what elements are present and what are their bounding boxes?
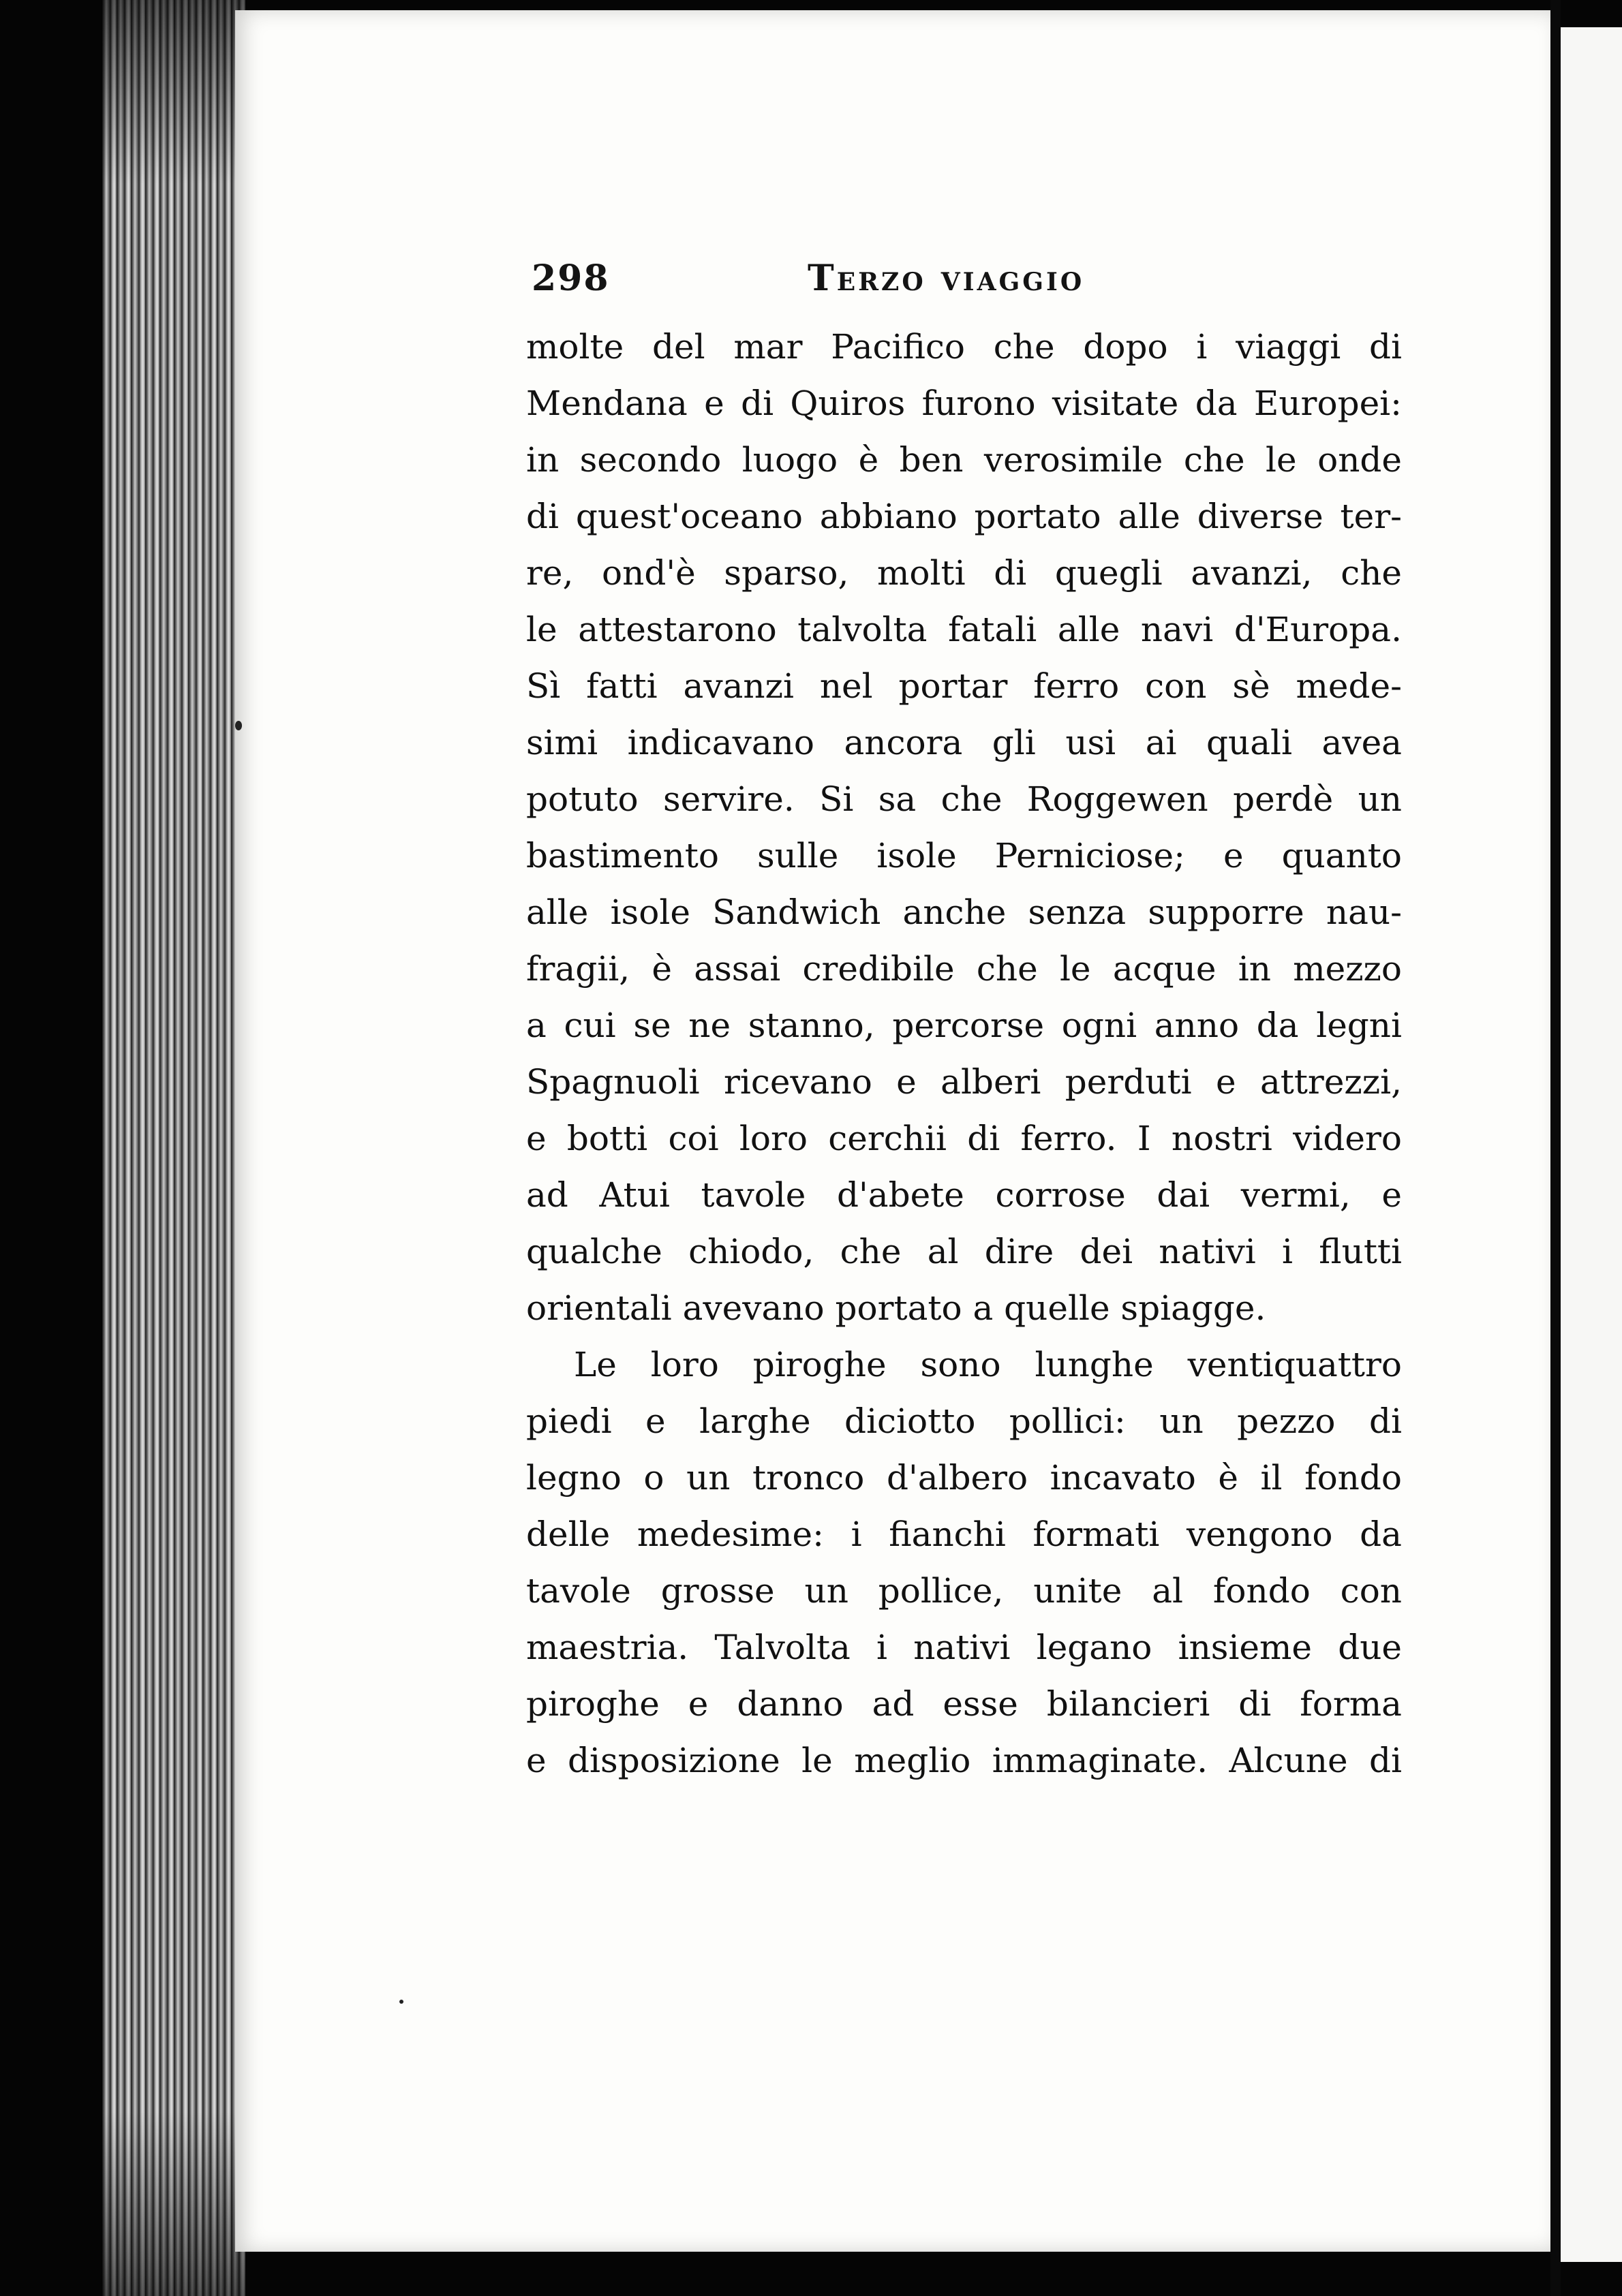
text-line: Mendana e di Quiros furono visitate da Europei: [526, 384, 1402, 423]
text-line: delle medesime: i fianchi formati vengono da [526, 1515, 1402, 1554]
text-line: in secondo luogo è ben verosimile che le onde [526, 440, 1402, 480]
running-title: Terzo viaggio [808, 258, 1085, 299]
running-header [532, 258, 1397, 305]
text-line: bastimento sulle isole Perniciose; e quanto [526, 836, 1402, 875]
text-line: molte del mar Pacifico che dopo i viaggi di [526, 327, 1402, 367]
text-line: simi indicavano ancora gli usi ai quali avea [526, 723, 1402, 762]
text-line: Sì fatti avanzi nel portar ferro con sè mede- [526, 666, 1402, 706]
page-number: 298 [532, 258, 610, 299]
text-line: piroghe e danno ad esse bilancieri di forma [526, 1684, 1402, 1724]
text-line: maestria. Talvolta i nativi legano insieme due [526, 1628, 1402, 1667]
text-line: e disposizione le meglio immaginate. Alcune di [526, 1741, 1402, 1780]
text-line: orientali avevano portato a quelle spiagge. [526, 1288, 1266, 1328]
facing-page [1561, 27, 1622, 2262]
text-line: e botti coi loro cerchii di ferro. I nostri videro [526, 1119, 1402, 1158]
book-page-edges [102, 0, 245, 2296]
text-line: di quest'oceano abbiano portato alle diverse ter- [526, 497, 1402, 536]
ink-speck [399, 2000, 403, 2004]
text-line: potuto servire. Si sa che Roggewen perdè un [526, 779, 1402, 819]
ink-speck [235, 721, 242, 730]
text-line: alle isole Sandwich anche senza supporre nau- [526, 893, 1402, 932]
text-line: re, ond'è sparso, molti di quegli avanzi, che [526, 553, 1402, 593]
text-line: le attestarono talvolta fatali alle navi d'Europa. [526, 610, 1402, 649]
body-text [526, 319, 1402, 1789]
text-line: a cui se ne stanno, percorse ogni anno da legni [526, 1006, 1402, 1045]
text-line: fragii, è assai credibile che le acque in mezzo [526, 949, 1402, 989]
text-line: legno o un tronco d'albero incavato è il fondo [526, 1458, 1402, 1498]
text-line: ad Atui tavole d'abete corrose dai vermi, e [526, 1175, 1402, 1215]
text-line: tavole grosse un pollice, unite al fondo con [526, 1571, 1402, 1611]
page-gutter [1550, 0, 1561, 2296]
text-line: qualche chiodo, che al dire dei nativi i flutti [526, 1232, 1402, 1271]
text-line: Le loro piroghe sono lunghe ventiquattro [574, 1345, 1402, 1384]
text-line: piedi e larghe diciotto pollici: un pezzo di [526, 1401, 1402, 1441]
text-line: Spagnuoli ricevano e alberi perduti e attrezzi, [526, 1062, 1402, 1102]
